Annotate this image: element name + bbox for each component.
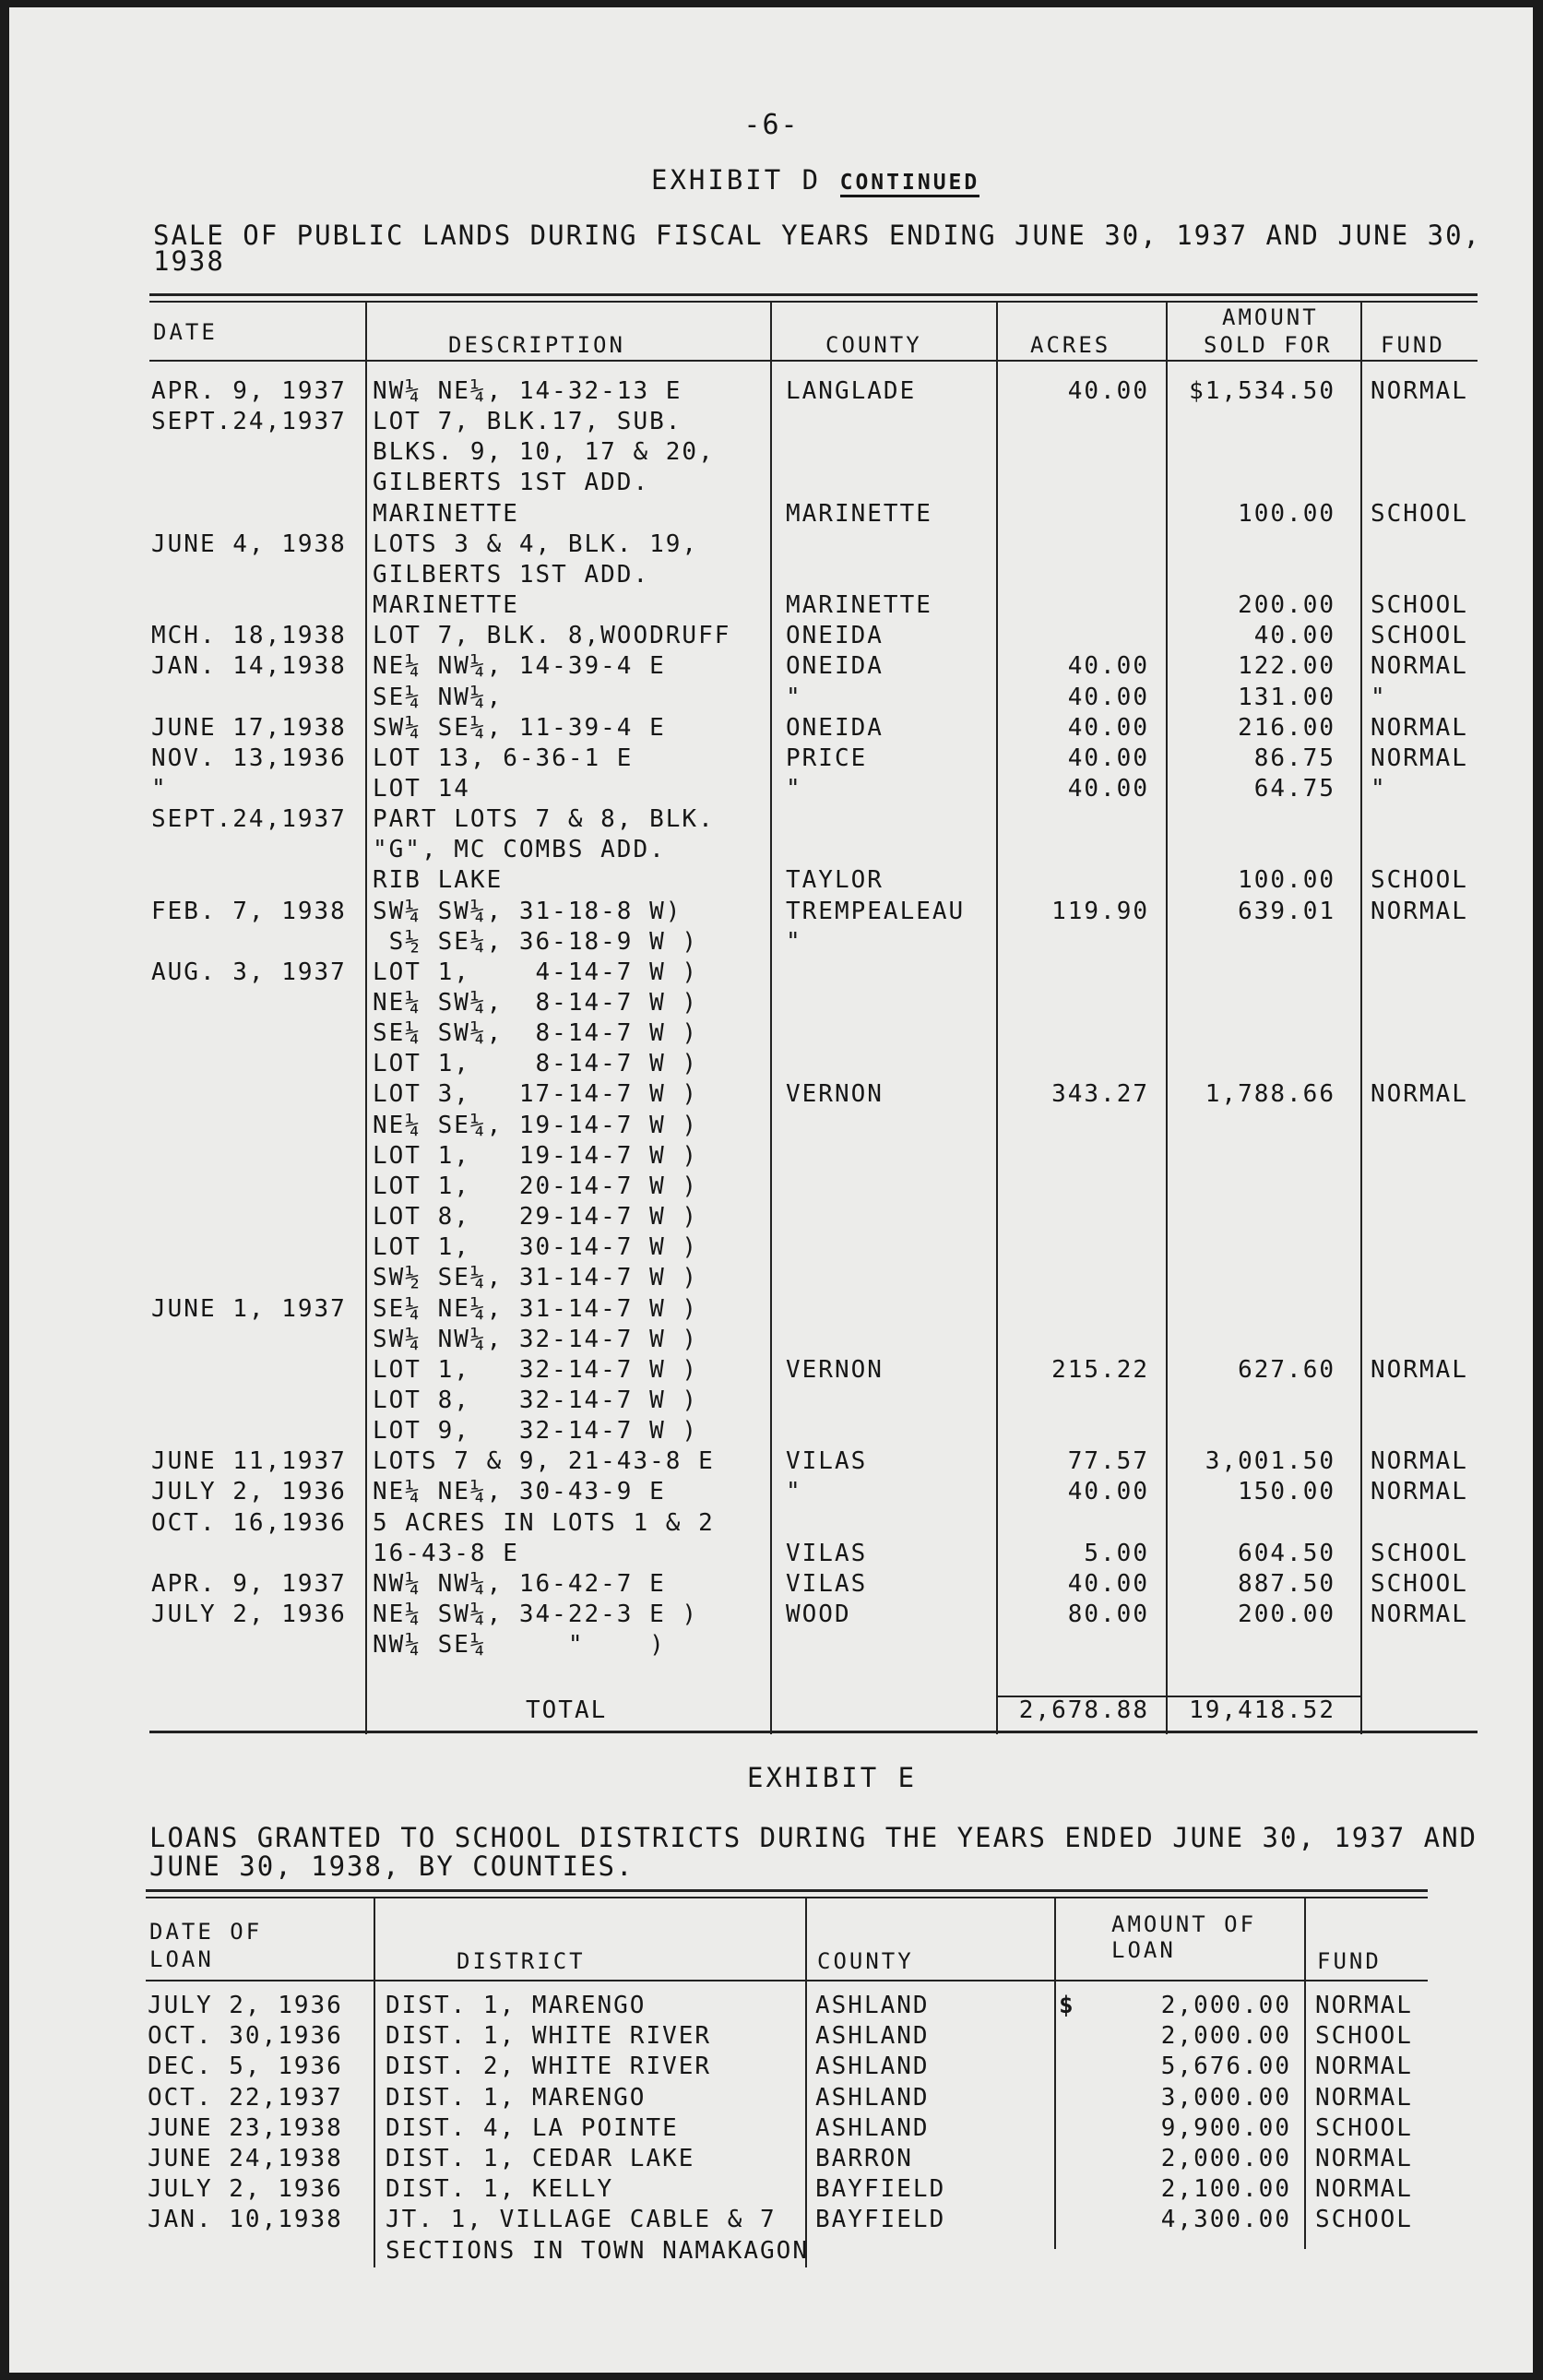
row-acres: 40.00	[1067, 1478, 1149, 1505]
row-description: LOT 1, 30-14-7 W )	[373, 1233, 699, 1261]
total-label: TOTAL	[526, 1696, 608, 1724]
row-district: SECTIONS IN TOWN NAMAKAGON	[386, 2237, 809, 2265]
row-description: LOT 1, 19-14-7 W )	[373, 1142, 699, 1170]
row-description: SE¼ SW¼, 8-14-7 W )	[373, 1019, 699, 1047]
row-description: LOTS 3 & 4, BLK. 19,	[373, 530, 699, 558]
row-district: DIST. 4, LA POINTE	[386, 2114, 679, 2142]
row-district: DIST. 1, WHITE RIVER	[386, 2022, 712, 2050]
row-amount: 627.60	[1238, 1356, 1335, 1384]
row-acres: 40.00	[1067, 1570, 1149, 1598]
row-amount: 3,001.50	[1205, 1447, 1335, 1475]
row-loan-date: OCT. 22,1937	[148, 2084, 343, 2112]
row-amount: $1,534.50	[1189, 377, 1335, 405]
row-fund: NORMAL	[1315, 2175, 1413, 2203]
row-description: LOT 13, 6-36-1 E	[373, 744, 634, 772]
row-acres: 40.00	[1067, 652, 1149, 680]
row-fund: NORMAL	[1371, 377, 1468, 405]
row-county: WOOD	[786, 1601, 851, 1628]
row-amount: 131.00	[1238, 684, 1335, 711]
row-description: NE¼ SW¼, 8-14-7 W )	[373, 989, 699, 1017]
table-d-col-divider	[770, 303, 772, 1734]
row-description: LOTS 7 & 9, 21-43-8 E	[373, 1447, 715, 1475]
row-county: "	[786, 684, 802, 711]
table-d-col-divider	[996, 303, 998, 1734]
row-description: LOT 9, 32-14-7 W )	[373, 1417, 699, 1445]
row-amount: 1,788.66	[1205, 1080, 1335, 1108]
row-description: NE¼ NW¼, 14-39-4 E	[373, 652, 666, 680]
row-district: DIST. 1, MARENGO	[386, 2084, 647, 2112]
row-county: TREMPEALEAU	[786, 898, 966, 925]
row-fund: NORMAL	[1371, 652, 1468, 680]
row-acres: 77.57	[1067, 1447, 1149, 1475]
row-fund: "	[1371, 775, 1387, 803]
row-description: NW¼ NW¼, 16-42-7 E	[373, 1570, 666, 1598]
row-description: NE¼ SW¼, 34-22-3 E )	[373, 1601, 699, 1628]
row-fund: NORMAL	[1315, 1992, 1413, 2019]
row-county: BAYFIELD	[815, 2175, 946, 2203]
table-e-col-divider	[1054, 1898, 1056, 2249]
row-date: NOV. 13,1936	[151, 744, 347, 772]
row-description: NE¼ NE¼, 30-43-9 E	[373, 1478, 666, 1505]
row-date: SEPT.24,1937	[151, 408, 347, 435]
row-fund: SCHOOL	[1315, 2206, 1413, 2233]
row-description: LOT 7, BLK.17, SUB.	[373, 408, 682, 435]
row-district: DIST. 1, KELLY	[386, 2175, 614, 2203]
row-date: SEPT.24,1937	[151, 805, 347, 833]
row-description: 5 ACRES IN LOTS 1 & 2	[373, 1509, 715, 1537]
row-loan-date: JULY 2, 1936	[148, 2175, 343, 2203]
table-e-col-divider	[374, 1898, 375, 2267]
row-acres: 40.00	[1067, 775, 1149, 803]
exhibit-d-title-text: EXHIBIT D	[651, 164, 822, 196]
row-acres: 40.00	[1067, 714, 1149, 742]
row-county: ONEIDA	[786, 622, 884, 649]
row-acres: 40.00	[1067, 744, 1149, 772]
row-description: GILBERTS 1ST ADD.	[373, 469, 650, 496]
row-loan-amount: 3,000.00	[1160, 2084, 1291, 2112]
row-description: BLKS. 9, 10, 17 & 20,	[373, 438, 715, 466]
exhibit-e-heading-line1: LOANS GRANTED TO SCHOOL DISTRICTS DURING THE YEARS ENDED JUNE 30, 1937 AND	[149, 1822, 1478, 1853]
row-loan-amount: 2,000.00	[1160, 2145, 1291, 2172]
table-e-top-rule	[146, 1889, 1428, 1892]
row-amount: 40.00	[1253, 622, 1335, 649]
exhibit-d-heading-line1: SALE OF PUBLIC LANDS DURING FISCAL YEARS ENDING JUNE 30, 1937 AND JUNE 30,	[153, 220, 1482, 251]
row-fund: NORMAL	[1371, 898, 1468, 925]
row-acres: 215.22	[1051, 1356, 1149, 1384]
col-date-header: DATE	[153, 319, 218, 345]
row-fund: NORMAL	[1371, 744, 1468, 772]
table-e-col-divider	[1304, 1898, 1306, 2249]
table-d-top-rule-2	[149, 301, 1478, 303]
continued-label: CONTINUED	[840, 171, 980, 197]
row-description: LOT 1, 4-14-7 W )	[373, 958, 699, 986]
row-fund: NORMAL	[1371, 1447, 1468, 1475]
row-description: LOT 1, 20-14-7 W )	[373, 1172, 699, 1200]
row-description: SW¼ SE¼, 11-39-4 E	[373, 714, 666, 742]
row-district: DIST. 1, CEDAR LAKE	[386, 2145, 695, 2172]
row-date: OCT. 16,1936	[151, 1509, 347, 1537]
col-fund-header: FUND	[1381, 332, 1445, 358]
row-county: ONEIDA	[786, 652, 884, 680]
row-county: ASHLAND	[815, 2084, 930, 2112]
row-description: PART LOTS 7 & 8, BLK.	[373, 805, 715, 833]
col-amount-header-2: SOLD FOR	[1204, 332, 1333, 358]
row-county: BARRON	[815, 2145, 913, 2172]
row-date: "	[151, 775, 168, 803]
row-county: VERNON	[786, 1080, 884, 1108]
table-d-col-divider	[365, 303, 367, 1734]
col-acres-header: ACRES	[1030, 332, 1111, 358]
row-description: NW¼ SE¼ " )	[373, 1631, 666, 1659]
row-county: BAYFIELD	[815, 2206, 946, 2233]
row-loan-date: JUNE 24,1938	[148, 2145, 343, 2172]
row-fund: SCHOOL	[1371, 1540, 1468, 1567]
row-fund: NORMAL	[1371, 1356, 1468, 1384]
row-date: JULY 2, 1936	[151, 1601, 347, 1628]
row-description: LOT 8, 32-14-7 W )	[373, 1386, 699, 1414]
row-county: PRICE	[786, 744, 868, 772]
row-description: SE¼ NW¼,	[373, 684, 504, 711]
row-description: LOT 14	[373, 775, 470, 803]
row-loan-amount: 2,000.00	[1160, 2022, 1291, 2050]
row-district: DIST. 1, MARENGO	[386, 1992, 647, 2019]
row-description: SW¼ SW¼, 31-18-8 W)	[373, 898, 682, 925]
row-fund: NORMAL	[1371, 1478, 1468, 1505]
row-fund: NORMAL	[1315, 2084, 1413, 2112]
row-county: "	[786, 1478, 802, 1505]
col-fund-header-e: FUND	[1317, 1948, 1382, 1974]
row-amount: 639.01	[1238, 898, 1335, 925]
row-description: LOT 1, 8-14-7 W )	[373, 1050, 699, 1077]
row-amount: 887.50	[1238, 1570, 1335, 1598]
table-d-col-divider	[1166, 303, 1168, 1734]
row-county: ASHLAND	[815, 1992, 930, 2019]
col-county-header-e: COUNTY	[817, 1948, 914, 1974]
row-fund: SCHOOL	[1371, 591, 1468, 619]
row-loan-amount: 4,300.00	[1160, 2206, 1291, 2233]
row-amount: 200.00	[1238, 1601, 1335, 1628]
row-county: VERNON	[786, 1356, 884, 1384]
row-amount: 200.00	[1238, 591, 1335, 619]
row-fund: SCHOOL	[1371, 622, 1468, 649]
row-description: GILBERTS 1ST ADD.	[373, 561, 650, 589]
row-amount: 150.00	[1238, 1478, 1335, 1505]
page-number: -6-	[743, 109, 800, 141]
row-acres: 119.90	[1051, 898, 1149, 925]
row-county: ASHLAND	[815, 2022, 930, 2050]
col-loan-date-header-2: LOAN	[149, 1946, 214, 1972]
row-fund: SCHOOL	[1371, 866, 1468, 894]
row-amount: 100.00	[1238, 500, 1335, 528]
row-county: MARINETTE	[786, 591, 932, 619]
row-county: MARINETTE	[786, 500, 932, 528]
col-amount-of-loan-header: AMOUNT OF	[1111, 1911, 1257, 1937]
row-description: SW½ SE¼, 31-14-7 W )	[373, 1264, 699, 1291]
row-county: "	[786, 928, 802, 956]
row-date: MCH. 18,1938	[151, 622, 347, 649]
row-fund: SCHOOL	[1371, 1570, 1468, 1598]
row-date: AUG. 3, 1937	[151, 958, 347, 986]
row-description: LOT 7, BLK. 8,WOODRUFF	[373, 622, 731, 649]
total-acres: 2,678.88	[1018, 1696, 1149, 1724]
row-amount: 86.75	[1253, 744, 1335, 772]
row-date: JUNE 1, 1937	[151, 1295, 347, 1323]
row-description: MARINETTE	[373, 591, 519, 619]
row-description: "G", MC COMBS ADD.	[373, 836, 666, 863]
row-amount: 64.75	[1253, 775, 1335, 803]
row-loan-amount: 9,900.00	[1160, 2114, 1291, 2142]
table-d-top-rule	[149, 293, 1478, 296]
row-description: LOT 8, 29-14-7 W )	[373, 1203, 699, 1231]
row-county: LANGLADE	[786, 377, 917, 405]
col-amount-header: AMOUNT	[1222, 304, 1319, 330]
row-fund: NORMAL	[1315, 2145, 1413, 2172]
row-fund: NORMAL	[1371, 1080, 1468, 1108]
row-amount: 604.50	[1238, 1540, 1335, 1567]
row-acres: 343.27	[1051, 1080, 1149, 1108]
table-d-header-rule	[149, 360, 1478, 362]
row-county: ASHLAND	[815, 2053, 930, 2080]
col-description-header: DESCRIPTION	[448, 332, 625, 358]
row-county: ONEIDA	[786, 714, 884, 742]
row-loan-date: JUNE 23,1938	[148, 2114, 343, 2142]
total-amount: 19,418.52	[1189, 1696, 1335, 1724]
row-amount: 216.00	[1238, 714, 1335, 742]
row-description: MARINETTE	[373, 500, 519, 528]
dollar-sign: $	[1059, 1992, 1075, 2019]
row-fund: SCHOOL	[1371, 500, 1468, 528]
row-loan-date: OCT. 30,1936	[148, 2022, 343, 2050]
row-description: S½ SE¼, 36-18-9 W )	[373, 928, 699, 956]
row-fund: SCHOOL	[1315, 2114, 1413, 2142]
row-fund: NORMAL	[1371, 714, 1468, 742]
row-loan-date: JULY 2, 1936	[148, 1992, 343, 2019]
row-fund: "	[1371, 684, 1387, 711]
exhibit-d-title	[651, 164, 979, 196]
table-d-bottom-rule	[149, 1731, 1478, 1733]
row-date: FEB. 7, 1938	[151, 898, 347, 925]
row-description: NE¼ SE¼, 19-14-7 W )	[373, 1112, 699, 1139]
row-date: JUNE 11,1937	[151, 1447, 347, 1475]
row-date: JUNE 4, 1938	[151, 530, 347, 558]
row-description: LOT 1, 32-14-7 W )	[373, 1356, 699, 1384]
table-d-col-divider	[1360, 303, 1362, 1734]
row-acres: 5.00	[1084, 1540, 1149, 1567]
row-fund: NORMAL	[1315, 2053, 1413, 2080]
row-county: TAYLOR	[786, 866, 884, 894]
col-loan-date-header: DATE OF	[149, 1919, 263, 1945]
exhibit-e-heading-line2: JUNE 30, 1938, BY COUNTIES.	[149, 1850, 635, 1882]
row-loan-date: DEC. 5, 1936	[148, 2053, 343, 2080]
row-acres: 40.00	[1067, 684, 1149, 711]
row-description: RIB LAKE	[373, 866, 504, 894]
row-description: NW¼ NE¼, 14-32-13 E	[373, 377, 682, 405]
row-loan-date: JAN. 10,1938	[148, 2206, 343, 2233]
row-county: VILAS	[786, 1540, 868, 1567]
row-loan-amount: 5,676.00	[1160, 2053, 1291, 2080]
row-description: SW¼ NW¼, 32-14-7 W )	[373, 1326, 699, 1353]
row-county: VILAS	[786, 1570, 868, 1598]
row-acres: 80.00	[1067, 1601, 1149, 1628]
table-e-header-rule	[146, 1980, 1428, 1981]
row-fund: NORMAL	[1371, 1601, 1468, 1628]
row-county: VILAS	[786, 1447, 868, 1475]
table-e-top-rule-2	[146, 1897, 1428, 1898]
row-county: ASHLAND	[815, 2114, 930, 2142]
col-county-header: COUNTY	[825, 332, 922, 358]
row-fund: SCHOOL	[1315, 2022, 1413, 2050]
row-amount: 122.00	[1238, 652, 1335, 680]
row-description: LOT 3, 17-14-7 W )	[373, 1080, 699, 1108]
row-date: JUNE 17,1938	[151, 714, 347, 742]
col-amount-of-loan-header-2: LOAN	[1111, 1937, 1176, 1963]
exhibit-e-title: EXHIBIT E	[747, 1762, 918, 1793]
row-loan-amount: 2,000.00	[1160, 1992, 1291, 2019]
col-district-header: DISTRICT	[457, 1948, 586, 1974]
row-date: APR. 9, 1937	[151, 1570, 347, 1598]
row-district: JT. 1, VILLAGE CABLE & 7	[386, 2206, 777, 2233]
row-loan-amount: 2,100.00	[1160, 2175, 1291, 2203]
row-date: JAN. 14,1938	[151, 652, 347, 680]
row-county: "	[786, 775, 802, 803]
row-date: JULY 2, 1936	[151, 1478, 347, 1505]
row-acres: 40.00	[1067, 377, 1149, 405]
row-district: DIST. 2, WHITE RIVER	[386, 2053, 712, 2080]
row-date: APR. 9, 1937	[151, 377, 347, 405]
row-amount: 100.00	[1238, 866, 1335, 894]
exhibit-d-heading-line2: 1938	[153, 245, 225, 277]
row-description: 16-43-8 E	[373, 1540, 519, 1567]
row-description: SE¼ NE¼, 31-14-7 W )	[373, 1295, 699, 1323]
